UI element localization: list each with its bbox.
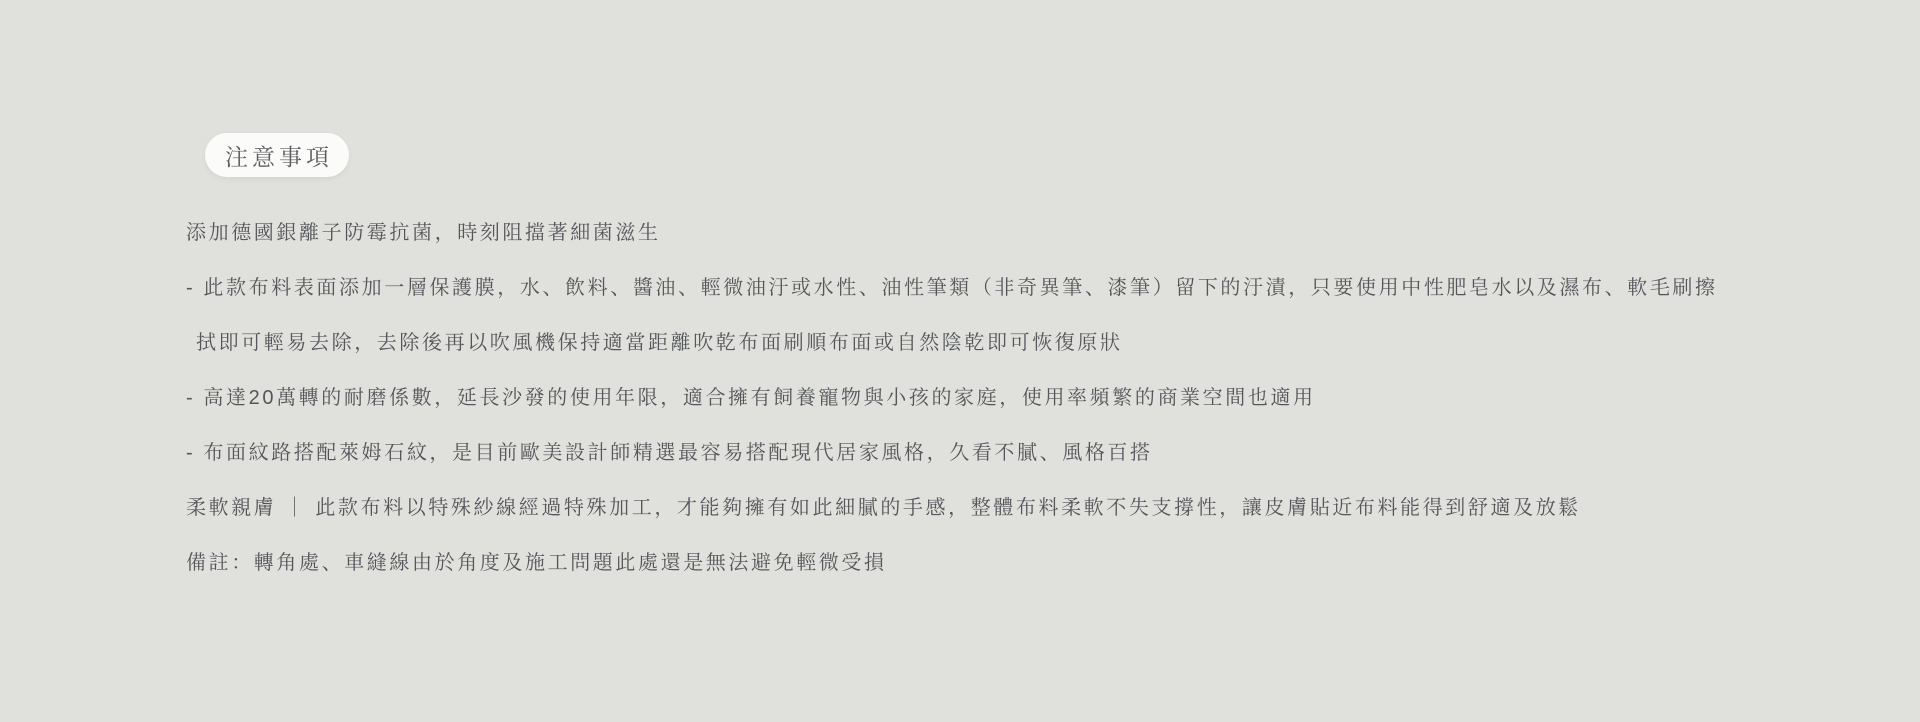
remark-line: 備註：轉角處、車縫線由於角度及施工問題此處還是無法避免輕微受損 [186,552,887,574]
precautions-content [186,222,1860,607]
bullet-abrasion-resistance: - 高達20萬轉的耐磨係數，延長沙發的使用年限，適合擁有飼養寵物與小孩的家庭，使用率頻繁的商業空間也適用 [186,387,1316,409]
bullet-fabric-pattern: - 布面紋路搭配萊姆石紋，是目前歐美設計師精選最容易搭配現代居家風格，久看不膩、風格百搭 [186,442,1153,464]
bullet-protective-film-line2: 拭即可輕易去除，去除後再以吹風機保持適當距離吹乾布面刷順布面或自然陰乾即可恢復原狀 [196,332,1123,354]
intro-line-antibacterial: 添加德國銀離子防霉抗菌，時刻阻擋著細菌滋生 [186,222,661,244]
precautions-badge [205,133,349,177]
precautions-badge-label: 注意事項 [225,143,333,170]
bullet-protective-film-line1: - 此款布料表面添加一層保護膜，水、飲料、醬油、輕微油汙或水性、油性筆類（非奇異筆、漆筆）留下的汙漬，只要使用中性肥皂水以及濕布、軟毛刷擦 [186,277,1718,299]
soft-touch-line: 柔軟親膚 ｜ 此款布料以特殊紗線經過特殊加工，才能夠擁有如此細膩的手感，整體布料柔軟不失支撐性，讓皮膚貼近布料能得到舒適及放鬆 [186,497,1581,519]
